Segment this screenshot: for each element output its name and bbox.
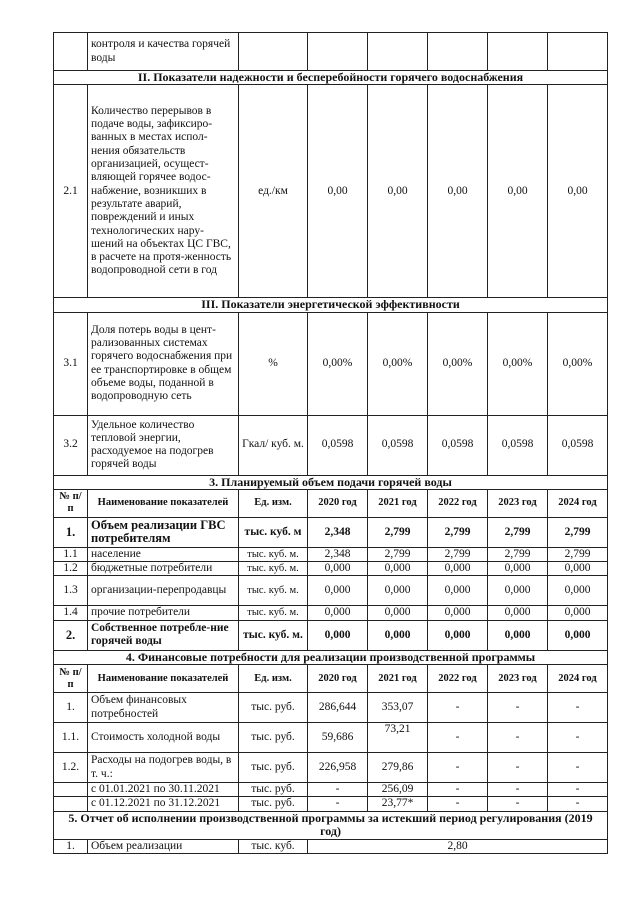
value-cell: - [488,723,548,753]
value-cell: 2,799 [548,517,608,547]
table-row [54,620,608,650]
value-cell: 0,00% [428,312,488,415]
indicator-name: организации-перепродавцы [88,576,239,606]
indicator-name: Объем реализации [88,839,239,853]
value-cell: 279,86 [368,753,428,783]
value-cell: 0,000 [428,606,488,620]
row-number [54,797,88,811]
value-cell: 0,000 [548,606,608,620]
column-header-row [54,665,608,693]
row-number: 1.2. [54,753,88,783]
indicator-name: с 01.12.2021 по 31.12.2021 [88,797,239,811]
indicator-name: Объем реализации ГВС потребителям [88,517,239,547]
value-cell: 2,799 [488,517,548,547]
section-title-energy: III. Показатели энергетической эффективности [54,298,608,312]
value-cell: 0,00% [368,312,428,415]
section-header [54,811,608,839]
indicator-name: Объем финансовых потребностей [88,693,239,723]
value-cell: 286,644 [308,693,368,723]
indicator-name: прочие потребители [88,606,239,620]
value-cell: 0,000 [428,562,488,576]
value-cell: 0,000 [488,562,548,576]
unit-cell: тыс. руб. [239,723,308,753]
section-header [54,298,608,312]
unit-cell: ед./км [239,85,308,298]
value-cell: - [548,753,608,783]
unit-cell: тыс. куб. м [239,517,308,547]
section-title-reliability: II. Показатели надежности и бесперебойности горячего водоснабжения [54,71,608,85]
value-cell: 2,348 [308,547,368,561]
col-header-year: 2020 год [308,489,368,517]
value-cell: 0,0598 [488,415,548,475]
unit-cell: тыс. куб. м. [239,620,308,650]
value-cell: 0,000 [548,562,608,576]
value-cell: - [488,753,548,783]
value-cell: 0,000 [548,576,608,606]
value-cell: 73,21 [368,723,428,753]
col-header-unit: Ед. изм. [239,489,308,517]
value-cell: 0,00 [548,85,608,298]
value-cell: 0,000 [368,576,428,606]
col-header-year: 2021 год [368,665,428,693]
value-cell: 0,000 [308,562,368,576]
indicator-name: с 01.01.2021 по 30.11.2021 [88,783,239,797]
indicator-name: Собственное потребле-ние горячей воды [88,620,239,650]
indicator-name: Удельное количество тепловой энергии, расходуемое на подогрев горячей воды [88,415,239,475]
indicator-name: Доля потерь воды в цент-рализованных системах горячего водоснабжения при ее транспортировке в общем объеме воды, поданной в водопроводную сеть [88,312,239,415]
value-cell: 226,958 [308,753,368,783]
table-row [54,693,608,723]
value-cell: 0,000 [368,562,428,576]
section-header [54,71,608,85]
row-number: 1.1 [54,547,88,561]
value-cell: - [308,783,368,797]
table-row [54,547,608,561]
row-number: 2. [54,620,88,650]
indicator-name: бюджетные потребители [88,562,239,576]
value-cell: 2,799 [368,517,428,547]
unit-cell: тыс. куб. м. [239,547,308,561]
unit-cell: Гкал/ куб. м. [239,415,308,475]
value-cell: - [428,693,488,723]
col-header-unit: Ед. изм. [239,665,308,693]
unit-cell: тыс. руб. [239,693,308,723]
value-cell: 2,799 [428,547,488,561]
value-cell: 2,348 [308,517,368,547]
value-cell: 0,000 [308,606,368,620]
row-number: 1. [54,693,88,723]
value-cell: - [548,693,608,723]
col-header-year: 2022 год [428,665,488,693]
table-row [54,85,608,298]
value-cell: 0,000 [308,620,368,650]
col-header-year: 2024 год [548,489,608,517]
section-title-report: 5. Отчет об исполнении производственной программы за истекший период регулирования (2019 год) [54,811,608,839]
unit-cell: тыс. куб. м. [239,562,308,576]
row-number: 1.2 [54,562,88,576]
value-cell: 2,799 [548,547,608,561]
unit-cell: тыс. руб. [239,783,308,797]
section-header [54,475,608,489]
col-header-num: № п/п [54,489,88,517]
section-title-supply: 3. Планируемый объем подачи горячей воды [54,475,608,489]
value-cell: 2,799 [488,547,548,561]
table-row [54,312,608,415]
value-cell: - [308,797,368,811]
table-row [54,797,608,811]
value-cell: 256,09 [368,783,428,797]
value-cell: 0,0598 [368,415,428,475]
value-cell: 0,000 [488,620,548,650]
col-header-num: № п/п [54,665,88,693]
value-cell: - [488,783,548,797]
col-header-year: 2023 год [488,489,548,517]
col-header-name: Наименование показателей [88,665,239,693]
value-cell: 0,00 [428,85,488,298]
value-cell: 0,000 [548,620,608,650]
row-number: 3.2 [54,415,88,475]
value-cell: 0,000 [488,606,548,620]
indicator-name: население [88,547,239,561]
value-cell: - [548,723,608,753]
value-cell: 2,80 [308,839,608,853]
indicator-name: контроля и качества горячей воды [88,33,239,71]
value-cell: - [488,797,548,811]
row-number: 2.1 [54,85,88,298]
value-cell: 2,799 [368,547,428,561]
value-cell: - [428,723,488,753]
table-row [54,517,608,547]
section-header [54,650,608,664]
value-cell: 0,00 [488,85,548,298]
table-row [54,783,608,797]
indicator-name: Стоимость холодной воды [88,723,239,753]
indicator-name: Количество перерывов в подаче воды, зафиксиро-ванных в местах испол-нения обязательств организацией, осущест-вляющей горячее водос-набжение, возникших в результате аварий, повреждений и иных технологических нару-шений на объектах ЦС ГВС, в расчете на протя-женность водопроводной сети в год [88,85,239,298]
column-header-row [54,489,608,517]
row-number: 3.1 [54,312,88,415]
unit-cell: тыс. руб. [239,797,308,811]
unit-cell: тыс. куб. [239,839,308,853]
table-row [54,753,608,783]
value-cell: 0,000 [488,576,548,606]
value-cell: - [548,797,608,811]
value-cell: 0,00% [488,312,548,415]
section-title-finance: 4. Финансовые потребности для реализации производственной программы [54,650,608,664]
value-cell: 0,000 [308,576,368,606]
col-header-year: 2024 год [548,665,608,693]
unit-cell: тыс. куб. м. [239,576,308,606]
value-cell: - [428,783,488,797]
row-number: 1.1. [54,723,88,753]
value-cell: 0,0598 [548,415,608,475]
row-number: 1. [54,839,88,853]
value-cell: - [488,693,548,723]
unit-cell: тыс. руб. [239,753,308,783]
table-row [54,415,608,475]
value-cell: - [428,753,488,783]
col-header-year: 2021 год [368,489,428,517]
value-cell: 2,799 [428,517,488,547]
table-row [54,723,608,753]
production-program-table [53,32,608,854]
value-cell: - [548,783,608,797]
value-cell: - [428,797,488,811]
table-row [54,839,608,853]
value-cell: 0,00% [548,312,608,415]
value-cell: 0,00 [368,85,428,298]
value-cell: 0,0598 [428,415,488,475]
value-cell: 0,000 [428,576,488,606]
table-row [54,33,608,71]
value-cell: 59,686 [308,723,368,753]
table-row [54,576,608,606]
table-row [54,606,608,620]
row-number: 1. [54,517,88,547]
col-header-name: Наименование показателей [88,489,239,517]
value-cell: 353,07 [368,693,428,723]
indicator-name: Расходы на подогрев воды, в т. ч.: [88,753,239,783]
row-number: 1.4 [54,606,88,620]
value-cell: 0,0598 [308,415,368,475]
unit-cell: % [239,312,308,415]
value-cell: 0,00% [308,312,368,415]
row-number [54,783,88,797]
value-cell: 23,77* [368,797,428,811]
value-cell: 0,000 [368,606,428,620]
value-cell: 0,000 [428,620,488,650]
table-row [54,562,608,576]
col-header-year: 2020 год [308,665,368,693]
row-number: 1.3 [54,576,88,606]
value-cell: 0,00 [308,85,368,298]
unit-cell: тыс. куб. м. [239,606,308,620]
col-header-year: 2022 год [428,489,488,517]
col-header-year: 2023 год [488,665,548,693]
value-cell: 0,000 [368,620,428,650]
